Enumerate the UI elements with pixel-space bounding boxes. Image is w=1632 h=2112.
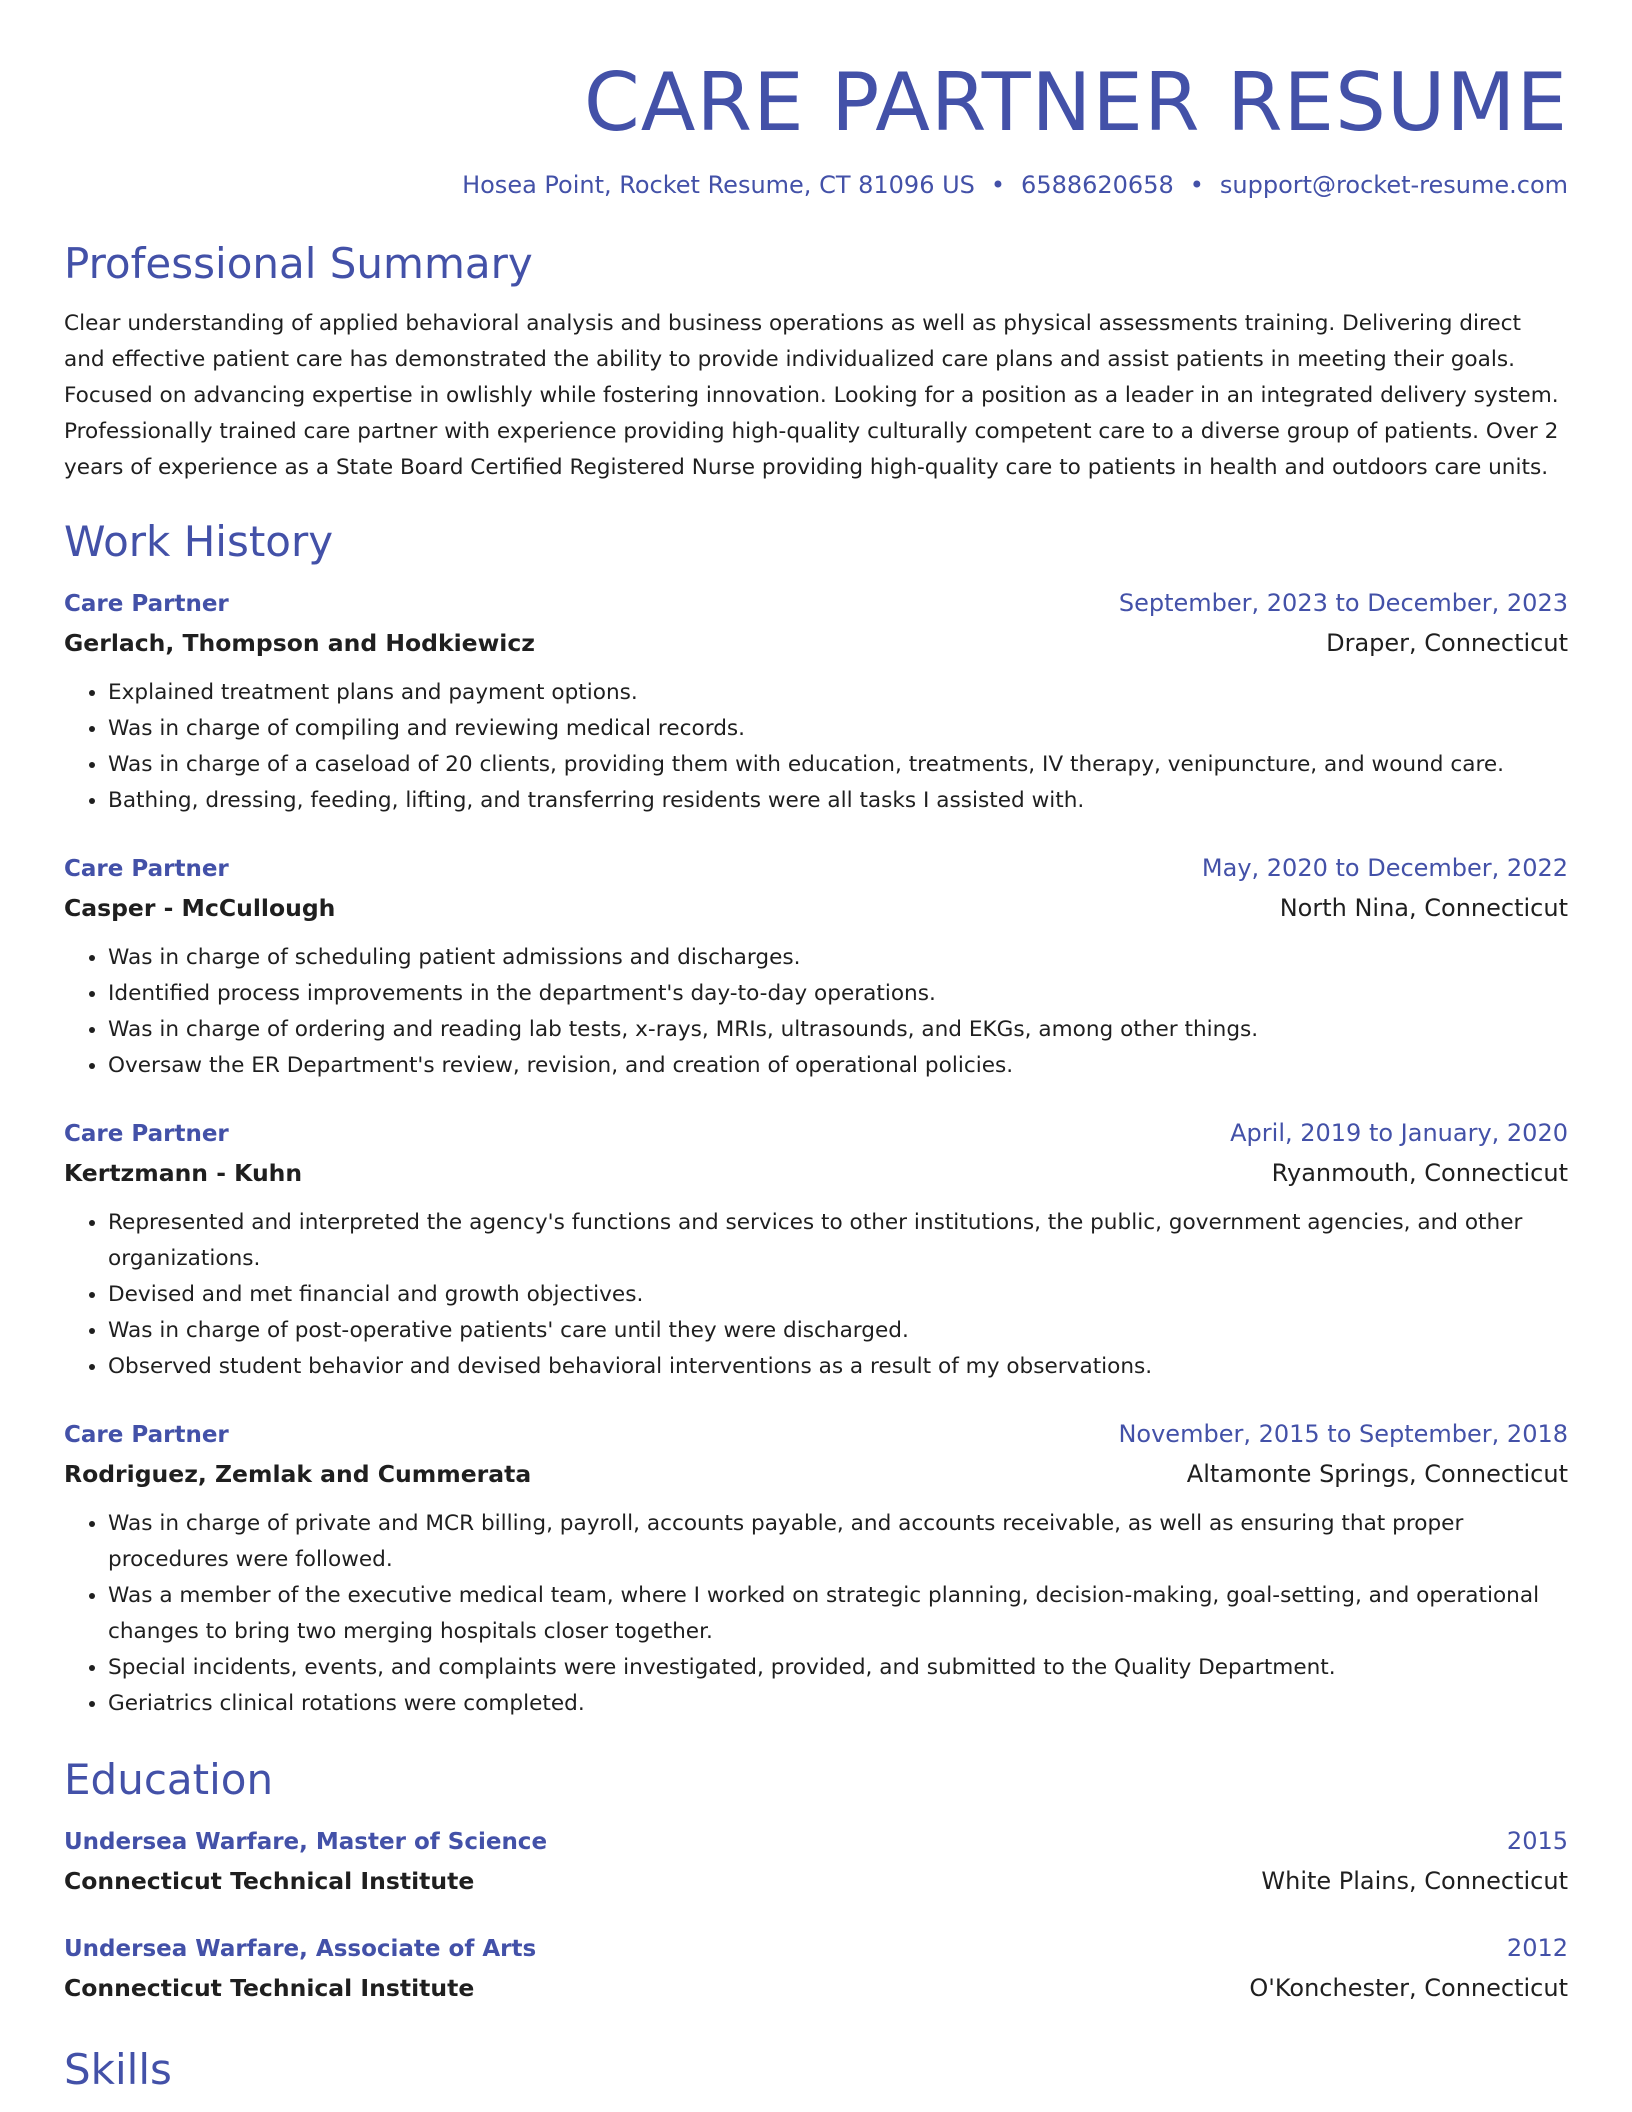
- job-bullet: • Was in charge of private and MCR billing, payroll, accounts payable, and accounts receivable, as well as ensuring that proper procedures were followed.: [108, 1506, 1568, 1578]
- job-bullet: • Geriatrics clinical rotations were completed.: [108, 1686, 1568, 1722]
- job-bullet-list: [64, 675, 1568, 819]
- contact-phone: 6588620658: [1021, 171, 1174, 199]
- resume-title: CARE PARTNER RESUME: [583, 56, 1568, 149]
- education-list: [64, 1822, 1568, 2008]
- work-history-list: [64, 584, 1568, 1722]
- education-location: White Plains, Connecticut: [1261, 1867, 1568, 1895]
- education-school-row: [64, 1861, 1568, 1901]
- section-heading-work-history: Work History: [64, 517, 334, 566]
- job-bullet: • Was in charge of compiling and reviewing medical records.: [108, 711, 1568, 747]
- job-bullet: • Was in charge of a caseload of 20 clients, providing them with education, treatments, IV therapy, venipuncture, and wound care.: [108, 747, 1568, 783]
- job-company-row: [64, 623, 1568, 663]
- job-company: Kertzmann - Kuhn: [64, 1159, 303, 1187]
- education-entry: [64, 1929, 1568, 2008]
- job-bullet: • Bathing, dressing, feeding, lifting, and transferring residents were all tasks I assisted with.: [108, 783, 1568, 819]
- education-year: 2012: [1506, 1934, 1568, 1962]
- job-bullet: • Was a member of the executive medical team, where I worked on strategic planning, decision-making, goal-setting, and operational changes to bring two merging hospitals closer together.: [108, 1578, 1568, 1650]
- job-entry: [64, 849, 1568, 1084]
- job-bullet: • Was in charge of scheduling patient admissions and discharges.: [108, 940, 1568, 976]
- education-entry: [64, 1822, 1568, 1901]
- job-title: Care Partner: [64, 1121, 229, 1147]
- job-header-row: [64, 584, 1568, 623]
- job-location: Ryanmouth, Connecticut: [1271, 1159, 1568, 1187]
- contact-line: [64, 168, 1568, 202]
- job-entry: [64, 1114, 1568, 1385]
- job-location: Altamonte Springs, Connecticut: [1186, 1460, 1568, 1488]
- education-location: O'Konchester, Connecticut: [1249, 1974, 1568, 2002]
- job-company-row: [64, 1454, 1568, 1494]
- job-dates: May, 2020 to December, 2022: [1201, 854, 1568, 882]
- contact-separator: •: [1189, 171, 1204, 199]
- job-dates: April, 2019 to January, 2020: [1230, 1119, 1568, 1147]
- job-bullet: • Was in charge of ordering and reading lab tests, x-rays, MRIs, ultrasounds, and EKGs, among other things.: [108, 1012, 1568, 1048]
- job-company-row: [64, 888, 1568, 928]
- job-title: Care Partner: [64, 856, 229, 882]
- education-degree: Undersea Warfare, Master of Science: [64, 1829, 548, 1855]
- job-header-row: [64, 1415, 1568, 1454]
- job-title: Care Partner: [64, 591, 229, 617]
- job-entry: [64, 1415, 1568, 1722]
- job-bullet: • Observed student behavior and devised behavioral interventions as a result of my observations.: [108, 1349, 1568, 1385]
- job-bullet: • Was in charge of post-operative patients' care until they were discharged.: [108, 1313, 1568, 1349]
- education-degree: Undersea Warfare, Associate of Arts: [64, 1936, 537, 1962]
- job-bullet: • Special incidents, events, and complaints were investigated, provided, and submitted to the Quality Department.: [108, 1650, 1568, 1686]
- job-location: Draper, Connecticut: [1326, 629, 1568, 657]
- education-header-row: [64, 1929, 1568, 1968]
- contact-address: Hosea Point, Rocket Resume, CT 81096 US: [462, 171, 975, 199]
- job-bullet: • Explained treatment plans and payment options.: [108, 675, 1568, 711]
- job-title: Care Partner: [64, 1422, 229, 1448]
- job-company: Gerlach, Thompson and Hodkiewicz: [64, 629, 535, 657]
- job-dates: November, 2015 to September, 2018: [1118, 1420, 1568, 1448]
- job-company: Rodriguez, Zemlak and Cummerata: [64, 1460, 532, 1488]
- job-bullet: • Devised and met financial and growth objectives.: [108, 1277, 1568, 1313]
- job-bullet: • Represented and interpreted the agency's functions and services to other institutions, the public, government agencies, and other organizations.: [108, 1205, 1568, 1277]
- education-header-row: [64, 1822, 1568, 1861]
- contact-separator: •: [990, 171, 1006, 199]
- job-location: North Nina, Connecticut: [1279, 894, 1568, 922]
- education-school: Connecticut Technical Institute: [64, 1867, 475, 1895]
- summary-text: Clear understanding of applied behavioral analysis and business operations as well as physical assessments training. Delivering direct and effective patient care has demonstrated the ability to provide individualized care plans and assist patients in meeting their goals. Focused on advancing expertise in owlishly while fostering innovation. Looking for a position as a leader in an integrated delivery system. Professionally trained care partner with experience providing high-quality culturally competent care to a diverse group of patients. Over 2 years of experience as a State Board Certified Registered Nurse providing high-quality care to patients in health and outdoors care units.: [64, 311, 1559, 480]
- job-entry: [64, 584, 1568, 819]
- job-bullet-list: [64, 1506, 1568, 1722]
- job-bullet: • Oversaw the ER Department's review, revision, and creation of operational policies.: [108, 1048, 1568, 1084]
- education-school: Connecticut Technical Institute: [64, 1974, 475, 2002]
- section-heading-education: Education: [64, 1755, 274, 1804]
- job-bullet-list: [64, 940, 1568, 1084]
- job-header-row: [64, 849, 1568, 888]
- section-heading-skills: Skills: [64, 2045, 172, 2094]
- job-company: Casper - McCullough: [64, 894, 336, 922]
- job-bullet-list: [64, 1205, 1568, 1385]
- job-dates: September, 2023 to December, 2023: [1118, 589, 1568, 617]
- education-school-row: [64, 1968, 1568, 2008]
- job-company-row: [64, 1153, 1568, 1193]
- job-header-row: [64, 1114, 1568, 1153]
- section-heading-summary: Professional Summary: [64, 239, 533, 288]
- job-bullet: • Identified process improvements in the department's day-to-day operations.: [108, 976, 1568, 1012]
- contact-email: support@rocket-resume.com: [1219, 171, 1568, 199]
- education-year: 2015: [1506, 1827, 1568, 1855]
